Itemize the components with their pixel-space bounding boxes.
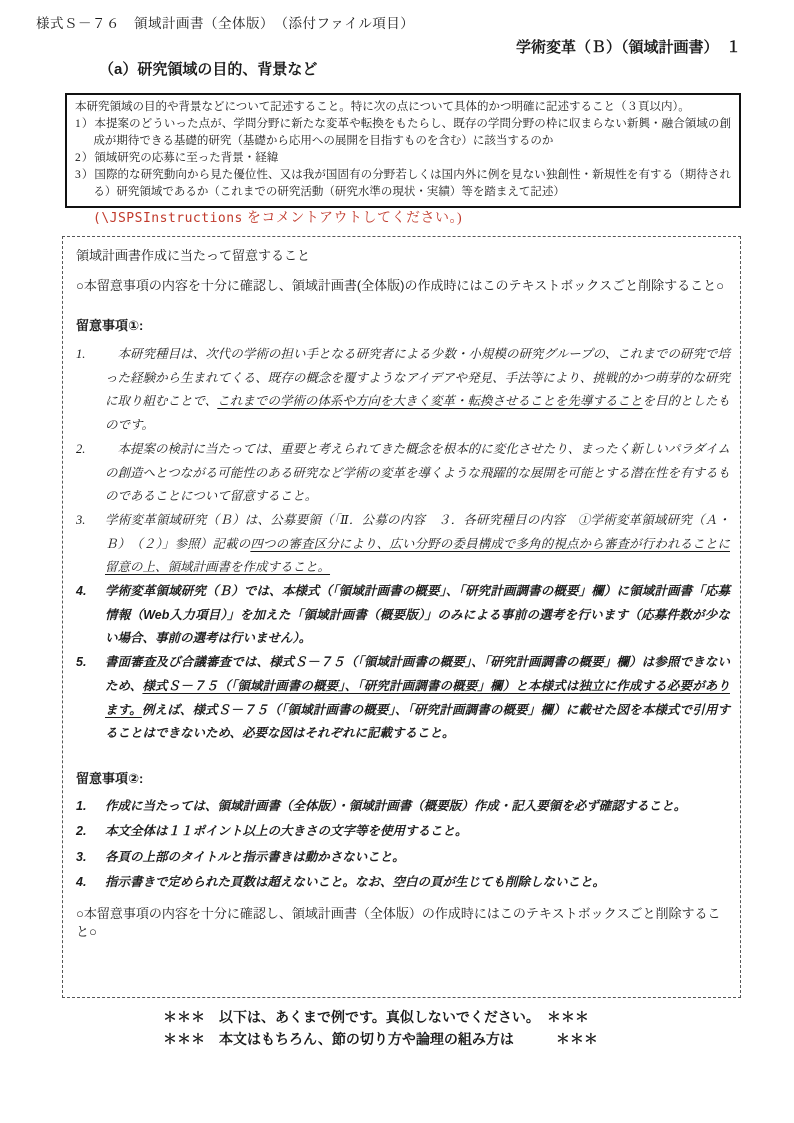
note-item — [76, 848, 732, 868]
jsps-comment-text: をコメントアウトしてください。) — [242, 211, 463, 226]
note-number: 3. — [76, 849, 87, 864]
notes-section2-list — [76, 797, 732, 893]
note-text — [105, 651, 732, 746]
note-text-underlined: 四つの審査区分により、広い分野の委員構成で多角的視点から審査が行われることに留意の上、領域計画書を作成すること。 — [105, 536, 730, 575]
instruction-intro: 本研究領域の目的や背景などについて記述すること。特に次の点について具体的かつ明確に記述すること（３頁以内）。 — [75, 101, 690, 113]
note-text-post: 例えば、様式Ｓ－７５（「領域計画書の概要」、「研究計画調書の概要」欄）に載せた図を本様式で引用することはできないため、必要な図はそれぞれに記載すること。 — [105, 702, 730, 741]
note-text-underlined: 様式Ｓ－７５（「領域計画書の概要」、「研究計画調書の概要」欄）と本様式は独立に作成する必要があります。 — [105, 678, 730, 717]
note-text-post: を目的としたものです。 — [105, 394, 730, 433]
note-text: 指示書きで定められた頁数は超えないこと。なお、空白の頁が生じても削除しないこと。 — [105, 875, 606, 890]
notes-section1-list — [76, 343, 732, 746]
footer-note — [163, 1006, 598, 1050]
note-item — [76, 651, 732, 746]
note-text-underlined: これまでの学術の体系や方向を大きく変革・転換させることを先導すること — [217, 394, 643, 409]
jsps-comment — [93, 207, 462, 227]
reminder-bottom: ○本留意事項の内容を十分に確認し、領域計画書（全体版）の作成時にはこのテキストボックスごと削除すること○ — [76, 905, 721, 939]
note-text-pre: 本研究種目は、次代の学術の担い手となる研究者による少数・小規模の研究グループの、これまでの研究で培った経験から生まれてくる、既存の概念を覆すようなアイデアや発見、手法等により、挑戦的かつ萌芽的な研究に取り組むことで、 — [105, 347, 730, 409]
note-text — [105, 438, 732, 509]
note-item — [76, 797, 732, 817]
note-number: 3. — [76, 512, 86, 527]
instruction-point — [75, 167, 731, 201]
note-text — [105, 509, 732, 580]
note-text-pre: 学術変革領域研究（Ｂ）は、公募要領（「Ⅱ．公募の内容 ３．各研究種目の内容 ①学術変革領域研究（Ａ・Ｂ） （２）」参照）記載の — [105, 512, 730, 551]
footer-note-line1: ＊＊＊ 以下は、あくまで例です。真似しないでください。 ＊＊＊ — [163, 1009, 589, 1025]
reminder-top: ○本留意事項の内容を十分に確認し、領域計画書(全体版)の作成時にはこのテキストボックスごと削除すること○ — [76, 278, 724, 293]
note-text: 各頁の上部のタイトルと指示書きは動かさないこと。 — [105, 849, 405, 864]
note-number: 2. — [76, 824, 87, 839]
note-number: 4. — [76, 875, 87, 890]
notes-title: 領域計画書作成に当たって留意すること — [76, 248, 311, 263]
footer-note-line2: ＊＊＊ 本文はもちろん、節の切り方や論理の組み方は ＊＊＊ — [163, 1031, 598, 1047]
jsps-comment-code: (\JSPSInstructions — [93, 211, 243, 226]
instruction-point — [75, 116, 731, 150]
note-number: 1. — [76, 798, 87, 813]
point-number: 1） — [75, 118, 95, 130]
note-number: 4. — [76, 584, 87, 599]
note-text-pre: 本提案の検討に当たっては、重要と考えられてきた概念を根本的に変化させたり、まったく新しいパラダイムの創造へとつながる可能性のある研究など学術の変革を導くような飛躍的な展開を可能とする潜在性を有するものであることについて留意すること。 — [105, 441, 730, 504]
page-header-right: 学術変革（Ｂ）（領域計画書） １ — [515, 39, 741, 56]
point-number: 3） — [75, 169, 95, 181]
note-number: 5. — [76, 655, 87, 670]
note-item — [76, 873, 732, 893]
note-text: 本文全体は１１ポイント以上の大きさの文字等を使用すること。 — [105, 824, 468, 839]
point-text: 国際的な研究動向から見た優位性、又は我が国固有の分野若しくは国内外に例を見ない独創性・新規性を有する（期待される）研究領域であるか（これまでの研究活動（研究水準の現状・実績）等を踏まえて記述） — [93, 169, 731, 198]
note-item — [76, 822, 732, 842]
note-text — [105, 343, 732, 438]
notes-box — [62, 236, 741, 998]
instruction-box — [65, 93, 741, 208]
note-text-pre: 書面審査及び合議審査では、様式Ｓ－７５（「領域計画書の概要」、「研究計画調書の概要」欄）は参照できないため、 — [105, 655, 730, 693]
note-item — [76, 580, 732, 651]
point-text: 本提案のどういった点が、学問分野に新たな変革や転換をもたらし、既存の学問分野の枠に収まらない新興・融合領域の創成が期待できる基礎的研究（基礎から応用への展開を目指すものを含む）に該当するのか — [93, 118, 731, 147]
note-text-pre: 学術変革領域研究（Ｂ）では、本様式（「領域計画書の概要」、「研究計画調書の概要」欄）に領域計画書「応募情報（Web入力項目）」を加えた「領域計画書（概要版）」のみによる事前の選考を行います（応募件数が少ない場合、事前の選考は行いません）。 — [105, 584, 730, 646]
section-heading: （a）研究領域の目的、背景など — [99, 61, 318, 78]
notes-section2-label: 留意事項②: — [76, 770, 144, 786]
point-text: 領域研究の応募に至った背景・経緯 — [94, 152, 279, 164]
note-text: 作成に当たっては、領域計画書（全体版）・領域計画書（概要版）作成・記入要領を必ず確認すること。 — [105, 798, 687, 813]
note-item — [76, 343, 732, 438]
point-number: 2） — [75, 152, 95, 164]
note-item — [76, 438, 732, 509]
note-number: 2. — [76, 441, 86, 456]
instruction-point — [75, 150, 731, 167]
note-number: 1. — [76, 347, 86, 361]
notes-section1-label: 留意事項①: — [76, 318, 144, 333]
note-item — [76, 509, 732, 580]
note-text — [105, 580, 732, 651]
form-label: 様式Ｓ－７６ 領域計画書（全体版） （添付ファイル項目） — [36, 16, 415, 31]
